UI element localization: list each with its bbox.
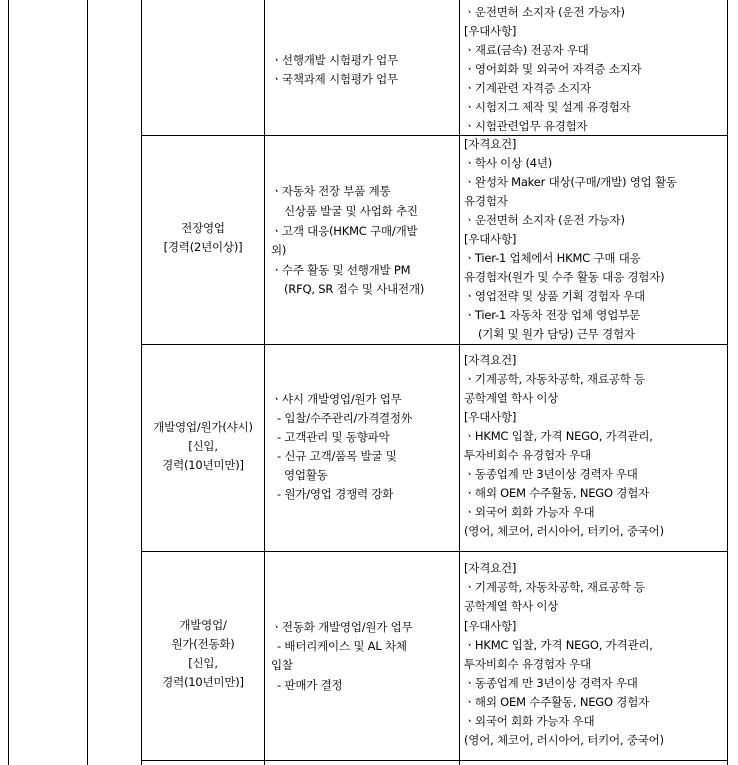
column-divider-3 bbox=[264, 0, 265, 765]
requirement-line: ㆍ동종업계 만 3년이상 경력자 우대 bbox=[464, 467, 638, 481]
requirement-line: [자격요건] bbox=[464, 353, 517, 367]
position-experience: [신입, bbox=[188, 656, 218, 670]
duty-line: ㆍ자동차 전장 부품 계통 bbox=[271, 184, 391, 198]
duty-line: (RFQ, SR 접수 및 사내전개) bbox=[284, 282, 425, 296]
requirement-line: ㆍ재료(금속) 전공자 우대 bbox=[464, 43, 589, 57]
row-divider-2 bbox=[141, 344, 728, 345]
requirement-line: 유경험자(원가 및 수주 활동 대응 경험자) bbox=[464, 270, 665, 284]
table-border-left bbox=[8, 0, 9, 765]
row-divider-4 bbox=[141, 760, 728, 761]
duty-line: 신상품 발굴 및 사업화 추진 bbox=[284, 204, 418, 218]
requirement-line: [우대사항] bbox=[464, 232, 517, 246]
requirement-line: 유경험자 bbox=[464, 194, 508, 208]
column-divider-4 bbox=[459, 0, 460, 765]
requirement-line: (영어, 체코어, 러시아어, 터키어, 중국어) bbox=[464, 733, 664, 747]
position-title: 개발영업/원가(샤시) bbox=[153, 420, 253, 434]
requirement-line: ㆍHKMC 입찰, 가격 NEGO, 가격관리, bbox=[464, 429, 653, 443]
duty-line: - 판매가 결정 bbox=[277, 678, 343, 692]
duty-line: 영업활동 bbox=[284, 468, 328, 482]
duty-line: - 입찰/수주관리/가격결정外 bbox=[277, 411, 413, 425]
duty-line: ㆍ수주 활동 및 선행개발 PM bbox=[271, 263, 411, 277]
duty-line: ㆍ국책과제 시험평가 업무 bbox=[271, 72, 398, 86]
table-border-right bbox=[727, 0, 728, 765]
requirement-line: ㆍ동종업계 만 3년이상 경력자 우대 bbox=[464, 676, 638, 690]
requirement-line: [우대사항] bbox=[464, 24, 517, 38]
requirement-line: ㆍ시험지그 제작 및 설계 유경험자 bbox=[464, 100, 631, 114]
requirement-line: (기획 및 원가 담당) 근무 경험자 bbox=[478, 327, 635, 341]
requirement-line: ㆍHKMC 입찰, 가격 NEGO, 가격관리, bbox=[464, 638, 653, 652]
requirement-line: [우대사항] bbox=[464, 619, 517, 633]
requirement-line: ㆍ외국어 회화 가능자 우대 bbox=[464, 505, 595, 519]
position-experience: 경력(10년미만)] bbox=[162, 675, 244, 689]
requirement-line: ㆍ시험관련업무 유경험자 bbox=[464, 119, 588, 133]
row-divider-3 bbox=[141, 551, 728, 552]
duty-line: - 배터리케이스 및 AL 차체 bbox=[277, 639, 407, 653]
requirement-line: ㆍ기계관련 자격증 소지자 bbox=[464, 81, 591, 95]
requirement-line: ㆍ완성차 Maker 대상(구매/개발) 영업 활동 bbox=[464, 175, 677, 189]
duty-line: - 신규 고객/품목 발굴 및 bbox=[277, 449, 397, 463]
requirement-line: ㆍ기계공학, 자동차공학, 재료공학 등 bbox=[464, 580, 645, 594]
requirement-line: 공학계열 학사 이상 bbox=[464, 391, 559, 405]
requirement-line: ㆍTier-1 자동차 전장 업체 영업부문 bbox=[464, 308, 640, 322]
requirement-line: ㆍ학사 이상 (4년) bbox=[464, 156, 553, 170]
requirement-line: ㆍ해외 OEM 수주활동, NEGO 경험자 bbox=[464, 486, 650, 500]
requirement-line: ㆍ기계공학, 자동차공학, 재료공학 등 bbox=[464, 372, 645, 386]
requirement-line: ㆍTier-1 업체에서 HKMC 구매 대응 bbox=[464, 251, 641, 265]
duty-line: ㆍ고객 대응(HKMC 구매/개발 bbox=[271, 224, 418, 238]
position-title: 원가(전동화) bbox=[171, 637, 235, 651]
requirement-line: ㆍ영업전략 및 상품 기획 경험자 우대 bbox=[464, 289, 645, 303]
requirement-line: ㆍ운전면허 소지자 (운전 가능자) bbox=[464, 5, 625, 19]
duty-line: ㆍ전동화 개발영업/원가 업무 bbox=[271, 620, 413, 634]
requirement-line: ㆍ운전면허 소지자 (운전 가능자) bbox=[464, 213, 625, 227]
position-title: 개발영업/ bbox=[179, 618, 227, 632]
duty-line: ㆍ샤시 개발영업/원가 업무 bbox=[271, 392, 402, 406]
column-divider-1 bbox=[87, 0, 88, 765]
requirement-line: ㆍ영어회화 및 외국어 자격증 소지자 bbox=[464, 62, 642, 76]
position-title: 전장영업 bbox=[181, 221, 225, 235]
duty-line: 입찰 bbox=[271, 658, 293, 672]
duty-line: - 고객관리 및 동향파악 bbox=[277, 430, 390, 444]
row-divider-1 bbox=[141, 135, 728, 136]
requirement-line: ㆍ외국어 회화 가능자 우대 bbox=[464, 714, 595, 728]
duty-line: 외) bbox=[271, 243, 287, 257]
position-experience: [신입, bbox=[188, 439, 218, 453]
requirement-line: [자격요건] bbox=[464, 561, 517, 575]
duty-line: ㆍ선행개발 시험평가 업무 bbox=[271, 53, 398, 67]
position-experience: [경력(2년이상)] bbox=[163, 240, 243, 254]
duty-line: - 원가/영업 경쟁력 강화 bbox=[277, 487, 394, 501]
requirement-line: [자격요건] bbox=[464, 137, 517, 151]
requirement-line: [우대사항] bbox=[464, 410, 517, 424]
requirement-line: 공학계열 학사 이상 bbox=[464, 599, 559, 613]
position-experience: 경력(10년미만)] bbox=[162, 458, 244, 472]
requirement-line: 투자비회수 유경험자 우대 bbox=[464, 448, 591, 462]
requirement-line: ㆍ해외 OEM 수주활동, NEGO 경험자 bbox=[464, 695, 650, 709]
requirement-line: 투자비회수 유경험자 우대 bbox=[464, 657, 591, 671]
requirement-line: (영어, 체코어, 러시아어, 터키어, 중국어) bbox=[464, 524, 664, 538]
